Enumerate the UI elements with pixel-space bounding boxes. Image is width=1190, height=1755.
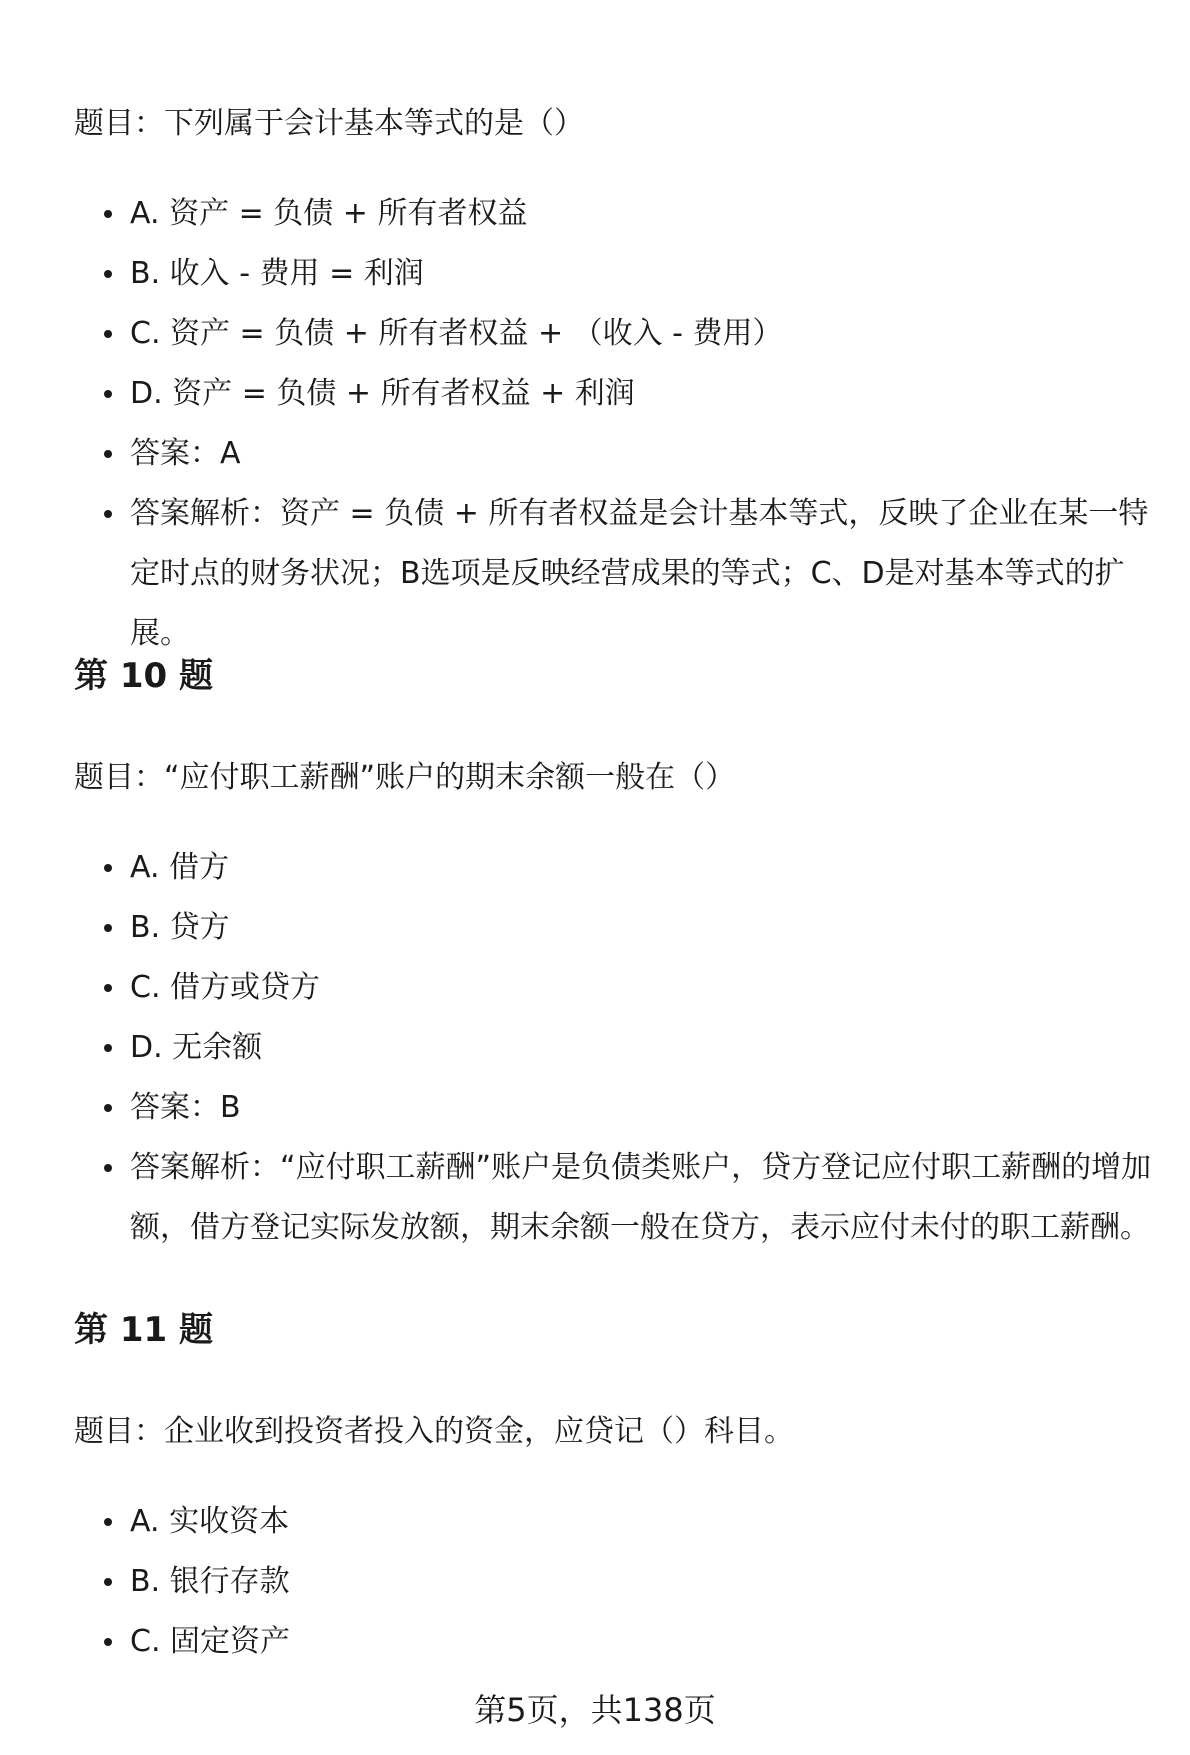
question-11-stem: 题目：企业收到投资者投入的资金，应贷记（）科目。 xyxy=(74,1414,794,1449)
answer-explanation: 答案解析：“应付职工薪酬”账户是负债类账户，贷方登记应付职工薪酬的增加额，借方登记实际发放额，期末余额一般在贷方，表示应付未付的职工薪酬。 xyxy=(0,1138,1190,1258)
option-b: B. 银行存款 xyxy=(0,1552,1190,1612)
answer: 答案：B xyxy=(0,1078,1190,1138)
question-10-heading: 第 10 题 xyxy=(74,656,213,696)
option-c: C. 资产 = 负债 + 所有者权益 + （收入 - 费用） xyxy=(0,304,1190,364)
question-11-heading: 第 11 题 xyxy=(74,1310,213,1350)
option-a: A. 借方 xyxy=(0,838,1190,898)
answer-explanation: 答案解析：资产 = 负债 + 所有者权益是会计基本等式，反映了企业在某一特定时点的财务状况；B选项是反映经营成果的等式；C、D是对基本等式的扩展。 xyxy=(0,484,1190,664)
answer: 答案：A xyxy=(0,424,1190,484)
option-d: D. 无余额 xyxy=(0,1018,1190,1078)
question-11-options xyxy=(0,1492,1190,1672)
question-10-options xyxy=(0,838,1190,1258)
option-a: A. 实收资本 xyxy=(0,1492,1190,1552)
option-b: B. 收入 - 费用 = 利润 xyxy=(0,244,1190,304)
option-d: D. 资产 = 负债 + 所有者权益 + 利润 xyxy=(0,364,1190,424)
question-9-stem: 题目：下列属于会计基本等式的是（） xyxy=(74,106,584,141)
question-10-stem: 题目：“应付职工薪酬”账户的期末余额一般在（） xyxy=(74,760,736,795)
option-a: A. 资产 = 负债 + 所有者权益 xyxy=(0,184,1190,244)
option-c: C. 固定资产 xyxy=(0,1612,1190,1672)
page-number-footer: 第5页，共138页 xyxy=(474,1691,716,1729)
option-c: C. 借方或贷方 xyxy=(0,958,1190,1018)
question-9-options xyxy=(0,184,1190,664)
option-b: B. 贷方 xyxy=(0,898,1190,958)
